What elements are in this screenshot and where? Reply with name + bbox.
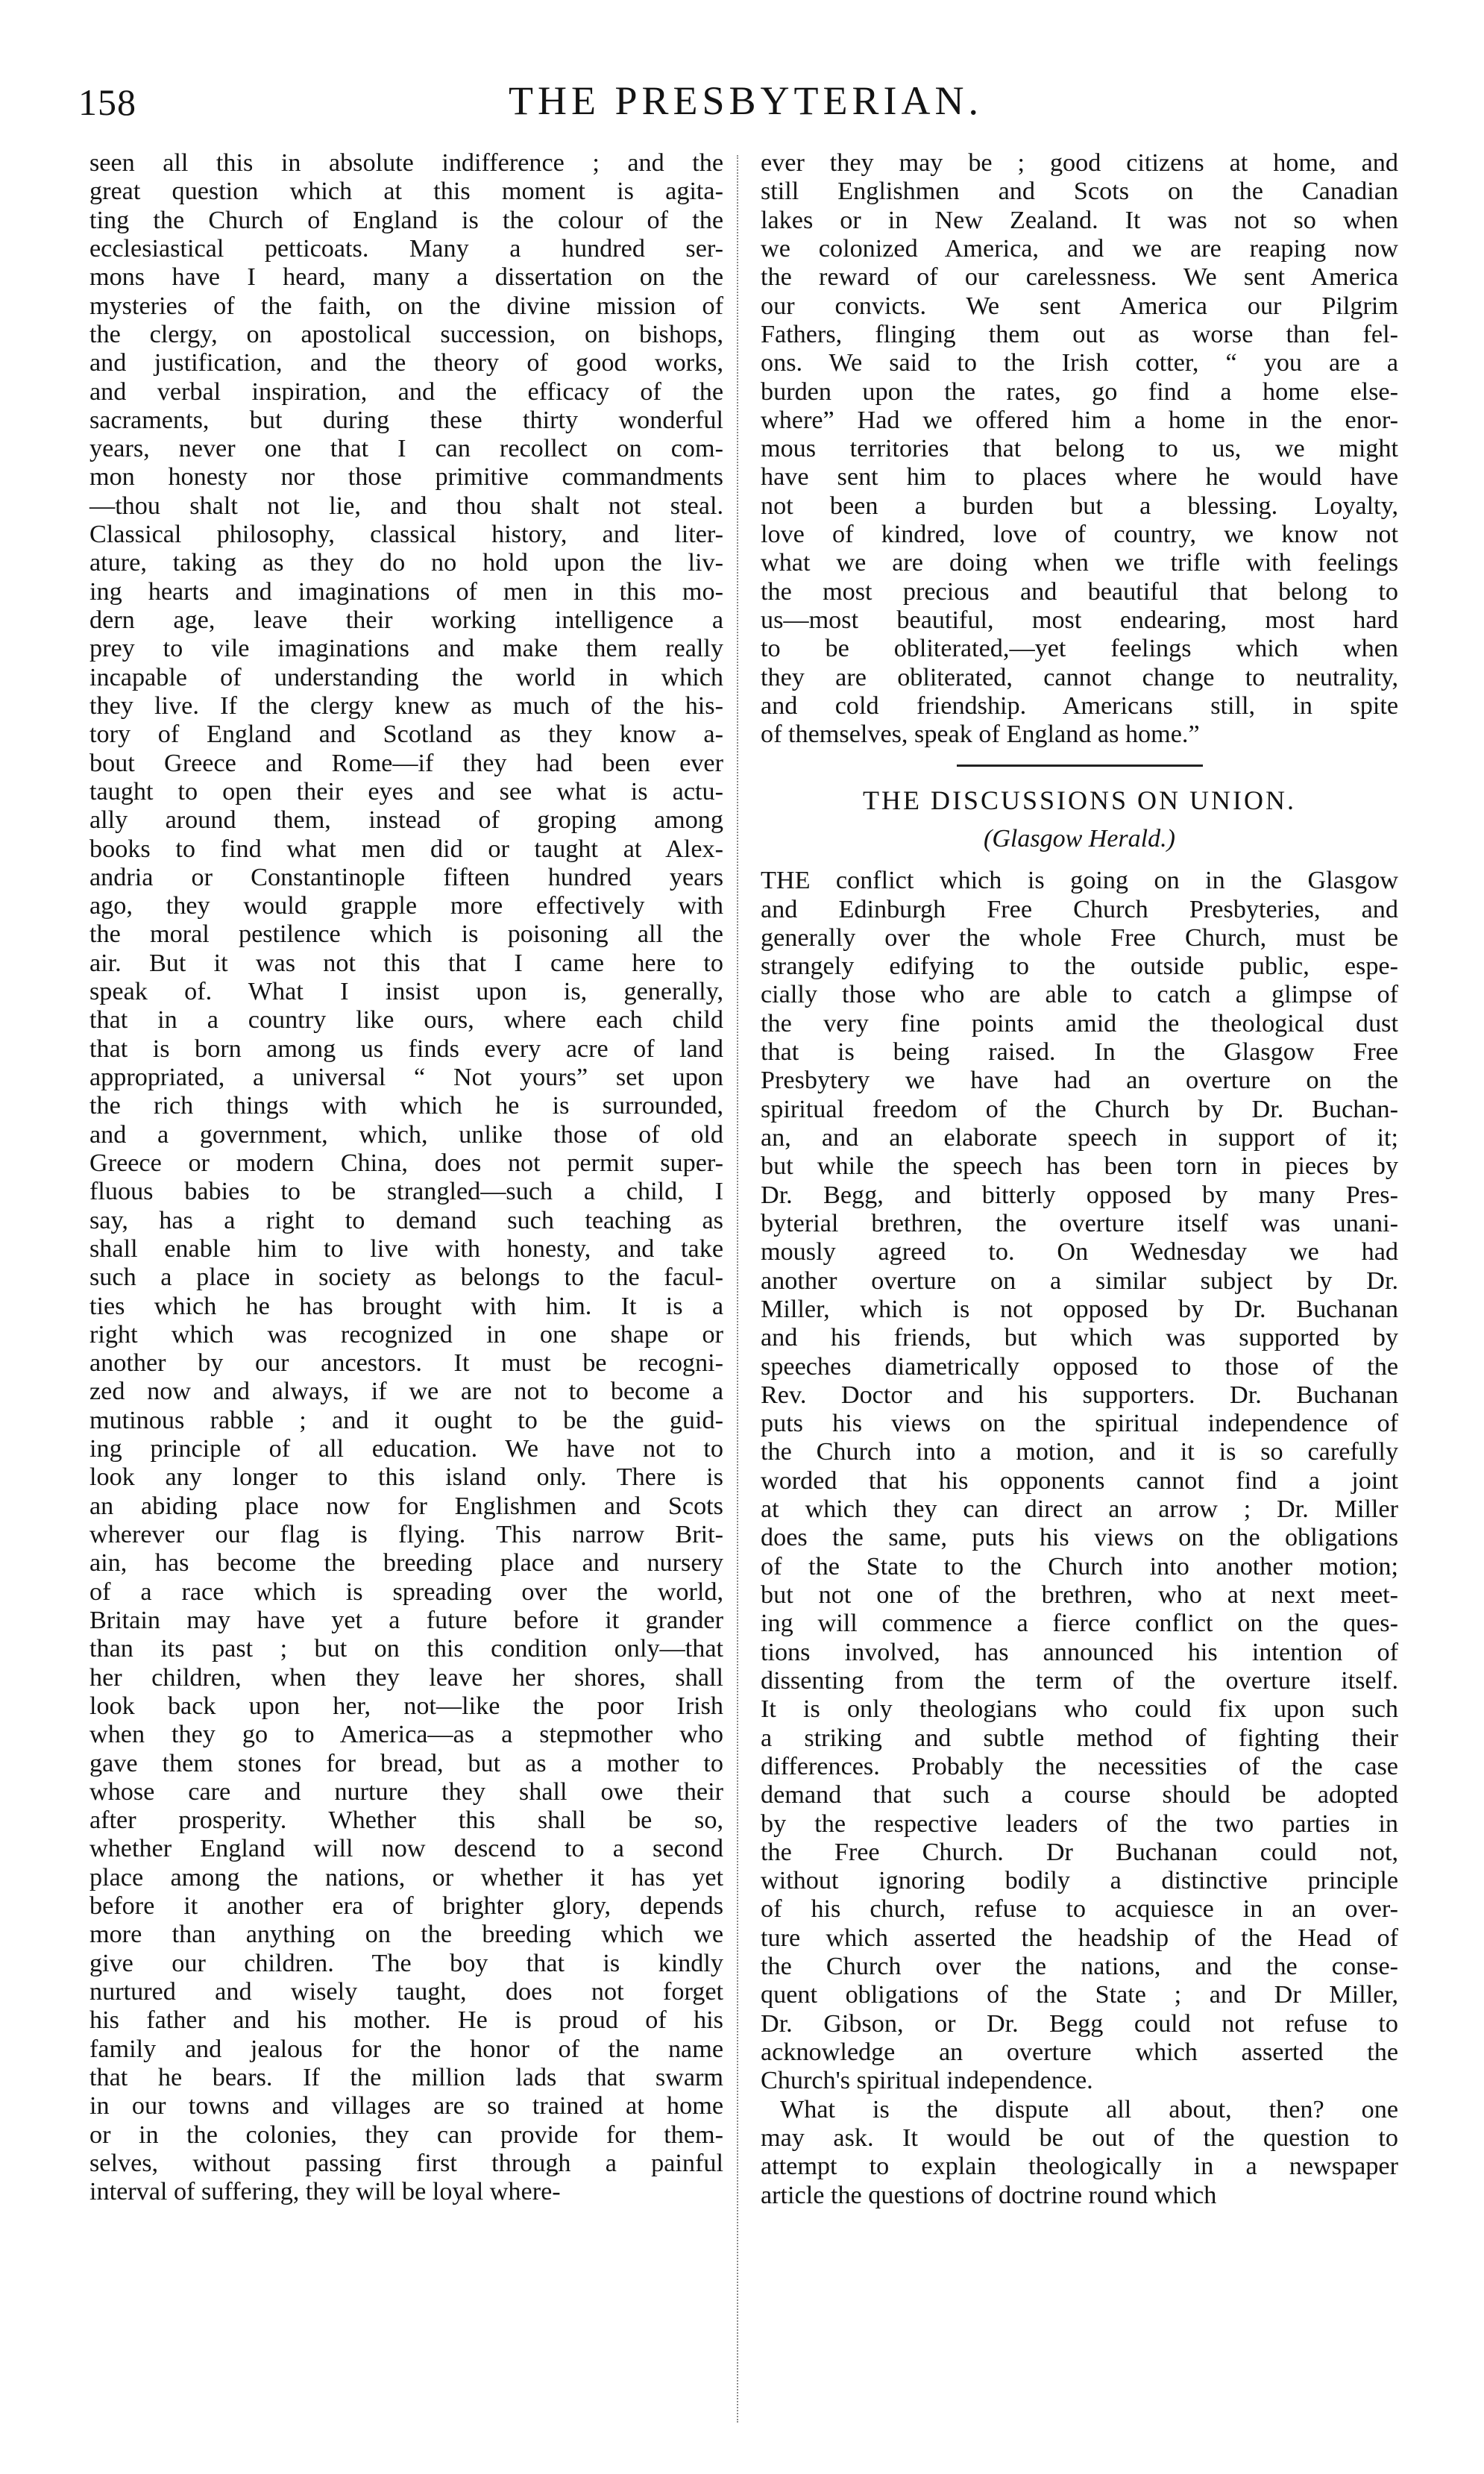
text-line: selves, without passing first through a painful bbox=[89, 2149, 723, 2177]
text-line: lakes or in New Zealand. It was not so when bbox=[761, 206, 1398, 234]
text-line: prey to vile imaginations and make them really bbox=[89, 635, 723, 663]
text-line: cially those who are able to catch a glimpse of bbox=[761, 981, 1398, 1009]
text-line: interval of suffering, they will be loyal where- bbox=[89, 2178, 561, 2206]
text-line: another overture on a similar subject by Dr. bbox=[761, 1266, 1398, 1295]
text-line: speak of. What I insist upon is, generally, bbox=[89, 978, 723, 1006]
text-line: than its past ; but on this condition only—that bbox=[89, 1635, 723, 1663]
text-line: tions involved, has announced his intention of bbox=[761, 1638, 1398, 1666]
text-line: burden upon the rates, go find a home else- bbox=[761, 377, 1398, 406]
right-column bbox=[761, 149, 1398, 2210]
text-line: wherever our flag is flying. This narrow Brit- bbox=[89, 1521, 723, 1548]
text-line: her children, when they leave her shores, shall bbox=[89, 1663, 723, 1692]
text-line: Dr. Begg, and bitterly opposed by many Pres- bbox=[761, 1181, 1398, 1209]
text-line: does the same, puts his views on the obligations bbox=[761, 1524, 1398, 1552]
text-line: —thou shalt not lie, and thou shalt not steal. bbox=[89, 492, 723, 520]
text-line: article the questions of doctrine round which bbox=[761, 2181, 1217, 2209]
text-line: after prosperity. Whether this shall be so, bbox=[89, 1806, 723, 1835]
text-line: Presbytery we have had an overture on the bbox=[761, 1067, 1398, 1095]
text-line: Church's spiritual independence. bbox=[761, 2067, 1093, 2095]
text-line: love of kindred, love of country, we know not bbox=[761, 521, 1398, 549]
text-line: but not one of the brethren, who at next meet- bbox=[761, 1581, 1398, 1609]
text-line: and his friends, but which was supported by bbox=[761, 1324, 1398, 1352]
text-line: and a government, which, unlike those of old bbox=[89, 1120, 723, 1149]
text-line: but while the speech has been torn in pieces by bbox=[761, 1152, 1398, 1181]
text-line: seen all this in absolute indifference ; and the bbox=[89, 149, 723, 177]
text-line: and verbal inspiration, and the efficacy of the bbox=[89, 377, 723, 406]
text-line: that is being raised. In the Glasgow Free bbox=[761, 1038, 1398, 1067]
text-line: speeches diametrically opposed to those of the bbox=[761, 1352, 1398, 1381]
text-line: before it another era of brighter glory, depends bbox=[89, 1892, 723, 1921]
text-line: may ask. It would be out of the question to bbox=[761, 2123, 1398, 2152]
text-line: without ignoring bodily a distinctive principle bbox=[761, 1867, 1398, 1895]
previous-article-continuation bbox=[761, 149, 1398, 750]
text-line: to be obliterated,—yet feelings which when bbox=[761, 635, 1398, 663]
text-line: air. But it was not this that I came here to bbox=[89, 949, 723, 977]
text-line: puts his views on the spiritual independence of bbox=[761, 1410, 1398, 1438]
text-line: Britain may have yet a future before it grander bbox=[89, 1606, 723, 1634]
text-line: mously agreed to. On Wednesday we had bbox=[761, 1238, 1398, 1266]
text-line: zed now and always, if we are not to become a bbox=[89, 1378, 723, 1406]
text-line: mon honesty nor those primitive commandments bbox=[89, 463, 723, 492]
text-line: ing will commence a fierce conflict on the ques- bbox=[761, 1610, 1398, 1638]
text-line: where” Had we offered him a home in the enor- bbox=[761, 406, 1398, 434]
text-line: ons. We said to the Irish cotter, “ you are a bbox=[761, 349, 1398, 377]
text-line: nurtured and wisely taught, does not forget bbox=[89, 1978, 723, 2006]
text-line: strangely edifying to the outside public, espe- bbox=[761, 952, 1398, 981]
text-line: of his church, refuse to acquiesce in an over- bbox=[761, 1895, 1398, 1924]
text-line: bout Greece and Rome—if they had been ever bbox=[89, 749, 723, 777]
text-line: quent obligations of the State ; and Dr Miller, bbox=[761, 1981, 1398, 2009]
text-line: another by our ancestors. It must be recogni- bbox=[89, 1349, 723, 1378]
text-line: whether England will now descend to a second bbox=[89, 1835, 723, 1863]
text-line: and cold friendship. Americans still, in spite bbox=[761, 691, 1398, 720]
text-line: mysteries of the faith, on the divine mission of bbox=[89, 292, 723, 320]
text-line: they are obliterated, cannot change to neutrality, bbox=[761, 663, 1398, 691]
text-line: Rev. Doctor and his supporters. Dr. Buchanan bbox=[761, 1381, 1398, 1409]
running-title: THE PRESBYTERIAN. bbox=[508, 78, 983, 123]
text-line: our convicts. We sent America our Pilgrim bbox=[761, 292, 1398, 320]
text-line: mons have I heard, many a dissertation on the bbox=[89, 263, 723, 292]
text-line: of themselves, speak of England as home.” bbox=[761, 720, 1200, 749]
text-line: still Englishmen and Scots on the Canadian bbox=[761, 178, 1398, 206]
text-line: ain, has become the breeding place and nursery bbox=[89, 1549, 723, 1577]
page-number: 158 bbox=[78, 81, 136, 123]
text-line: have sent him to places where he would have bbox=[761, 463, 1398, 492]
text-line: such a place in society as belongs to the facul- bbox=[89, 1263, 723, 1292]
text-line: books to find what men did or taught at Alex- bbox=[89, 835, 723, 863]
text-line: sacraments, but during these thirty wonderful bbox=[89, 406, 723, 434]
text-line: that in a country like ours, where each child bbox=[89, 1006, 723, 1035]
text-line: spiritual freedom of the Church by Dr. Buchan- bbox=[761, 1095, 1398, 1123]
text-line: the reward of our carelessness. We sent America bbox=[761, 263, 1398, 292]
text-line: ing hearts and imaginations of men in this mo- bbox=[89, 577, 723, 606]
text-line: It is only theologians who could fix upon such bbox=[761, 1695, 1398, 1724]
text-line: shall enable him to live with honesty, and take bbox=[89, 1234, 723, 1263]
text-line: demand that such a course should be adopted bbox=[761, 1781, 1398, 1809]
text-line: generally over the whole Free Church, must be bbox=[761, 923, 1398, 952]
text-line: What is the dispute all about, then? one bbox=[780, 2095, 1398, 2123]
text-line: the Church into a motion, and it is so carefully bbox=[761, 1438, 1398, 1466]
text-line: differences. Probably the necessities of the case bbox=[761, 1752, 1398, 1780]
text-line: Fathers, flinging them out as worse than fel- bbox=[761, 320, 1398, 348]
text-line: they live. If the clergy knew as much of the his- bbox=[89, 691, 723, 720]
text-line: us—most beautiful, most endearing, most hard bbox=[761, 606, 1398, 634]
text-line: mous territories that belong to us, we might bbox=[761, 435, 1398, 463]
text-line: right which was recognized in one shape or bbox=[89, 1320, 723, 1349]
text-line: look any longer to this island only. There is bbox=[89, 1463, 723, 1492]
text-line: at which they can direct an arrow ; Dr. Miller bbox=[761, 1495, 1398, 1524]
section-separator-rule bbox=[957, 765, 1203, 767]
text-line: that is born among us finds every acre of land bbox=[89, 1035, 723, 1063]
text-line: Classical philosophy, classical history, and liter- bbox=[89, 521, 723, 549]
section-source: (Glasgow Herald.) bbox=[984, 824, 1175, 853]
text-line: the very fine points amid the theological dust bbox=[761, 1009, 1398, 1037]
text-line: incapable of understanding the world in which bbox=[89, 663, 723, 691]
text-line: ture which asserted the headship of the Head of bbox=[761, 1924, 1398, 1952]
text-line: byterial brethren, the overture itself was unani- bbox=[761, 1209, 1398, 1237]
text-line: worded that his opponents cannot find a joint bbox=[761, 1466, 1398, 1495]
text-line: appropriated, a universal “ Not yours” set upon bbox=[89, 1064, 723, 1091]
text-line: the Church over the nations, and the conse- bbox=[761, 1953, 1398, 1981]
text-line: gave them stones for bread, but as a mother to bbox=[89, 1749, 723, 1777]
text-line: say, has a right to demand such teaching as bbox=[89, 1206, 723, 1234]
text-line: and Edinburgh Free Church Presbyteries, and bbox=[761, 895, 1398, 923]
text-line: we colonized America, and we are reaping now bbox=[761, 234, 1398, 263]
text-line: an, and an elaborate speech in support of it; bbox=[761, 1124, 1398, 1152]
text-line: place among the nations, or whether it has yet bbox=[89, 1863, 723, 1891]
text-line: when they go to America—as a stepmother who bbox=[89, 1721, 723, 1749]
text-line: THE conflict which is going on in the Glasgow bbox=[761, 867, 1398, 895]
text-line: andria or Constantinople fifteen hundred years bbox=[89, 863, 723, 891]
text-line: dissenting from the term of the overture itself. bbox=[761, 1666, 1398, 1695]
text-line: the clergy, on apostolical succession, on bishops, bbox=[89, 320, 723, 348]
text-line: years, never one that I can recollect on com- bbox=[89, 435, 723, 463]
text-line: ecclesiastical petticoats. Many a hundred ser- bbox=[89, 234, 723, 263]
text-line: mutinous rabble ; and it ought to be the guid- bbox=[89, 1406, 723, 1434]
text-line: in our towns and villages are so trained at home bbox=[89, 2092, 723, 2120]
text-line: the Free Church. Dr Buchanan could not, bbox=[761, 1838, 1398, 1866]
left-column bbox=[89, 149, 723, 2207]
text-line: acknowledge an overture which asserted the bbox=[761, 2038, 1398, 2066]
text-line: give our children. The boy that is kindly bbox=[89, 1949, 723, 1977]
text-line: an abiding place now for Englishmen and Scots bbox=[89, 1492, 723, 1520]
text-line: attempt to explain theologically in a newspaper bbox=[761, 2153, 1398, 2181]
text-line: fluous babies to be strangled—such a child, I bbox=[89, 1178, 723, 1206]
text-line: not been a burden but a blessing. Loyalty, bbox=[761, 492, 1398, 520]
text-line: the rich things with which he is surrounded, bbox=[89, 1092, 723, 1120]
text-line: whose care and nurture they shall owe their bbox=[89, 1777, 723, 1806]
article-closing-paragraph bbox=[761, 2096, 1398, 2210]
text-line: the moral pestilence which is poisoning all the bbox=[89, 920, 723, 949]
text-line: ties which he has brought with him. It is a bbox=[89, 1292, 723, 1320]
text-line: a striking and subtle method of fighting their bbox=[761, 1724, 1398, 1752]
text-line: more than anything on the breeding which we bbox=[89, 1921, 723, 1949]
text-line: tory of England and Scotland as they know a- bbox=[89, 720, 723, 749]
text-line: look back upon her, not—like the poor Irish bbox=[89, 1692, 723, 1720]
text-line: family and jealous for the honor of the name bbox=[89, 2035, 723, 2063]
text-line: of a race which is spreading over the world, bbox=[89, 1577, 723, 1606]
text-line: of the State to the Church into another motion; bbox=[761, 1552, 1398, 1580]
text-line: ally around them, instead of groping among bbox=[89, 806, 723, 835]
article-body bbox=[761, 867, 1398, 2095]
text-line: ago, they would grapple more effectively with bbox=[89, 892, 723, 920]
text-line: ing principle of all education. We have not to bbox=[89, 1435, 723, 1463]
text-line: Greece or modern China, does not permit super- bbox=[89, 1149, 723, 1177]
text-line: that he bears. If the million lads that swarm bbox=[89, 2063, 723, 2091]
page-header bbox=[78, 75, 1413, 127]
text-line: great question which at this moment is agita- bbox=[89, 178, 723, 206]
text-line: dern age, leave their working intelligence a bbox=[89, 606, 723, 634]
text-line: or in the colonies, they can provide for them- bbox=[89, 2120, 723, 2149]
text-line: what we are doing when we trifle with feelings bbox=[761, 549, 1398, 577]
text-line: and justification, and the theory of good works, bbox=[89, 349, 723, 377]
text-line: taught to open their eyes and see what is actu- bbox=[89, 777, 723, 806]
text-line: Dr. Gibson, or Dr. Begg could not refuse to bbox=[761, 2009, 1398, 2038]
section-heading: THE DISCUSSIONS ON UNION. bbox=[862, 785, 1297, 815]
text-line: Miller, which is not opposed by Dr. Buchanan bbox=[761, 1295, 1398, 1323]
text-line: ature, taking as they do no hold upon the liv- bbox=[89, 549, 723, 577]
text-line: by the respective leaders of the two parties in bbox=[761, 1809, 1398, 1838]
column-divider bbox=[737, 155, 738, 2423]
text-line: the most precious and beautiful that belong to bbox=[761, 577, 1398, 606]
text-line: his father and his mother. He is proud of his bbox=[89, 2006, 723, 2035]
text-line: ever they may be ; good citizens at home, and bbox=[761, 149, 1398, 177]
text-line: ting the Church of England is the colour of the bbox=[89, 206, 723, 234]
